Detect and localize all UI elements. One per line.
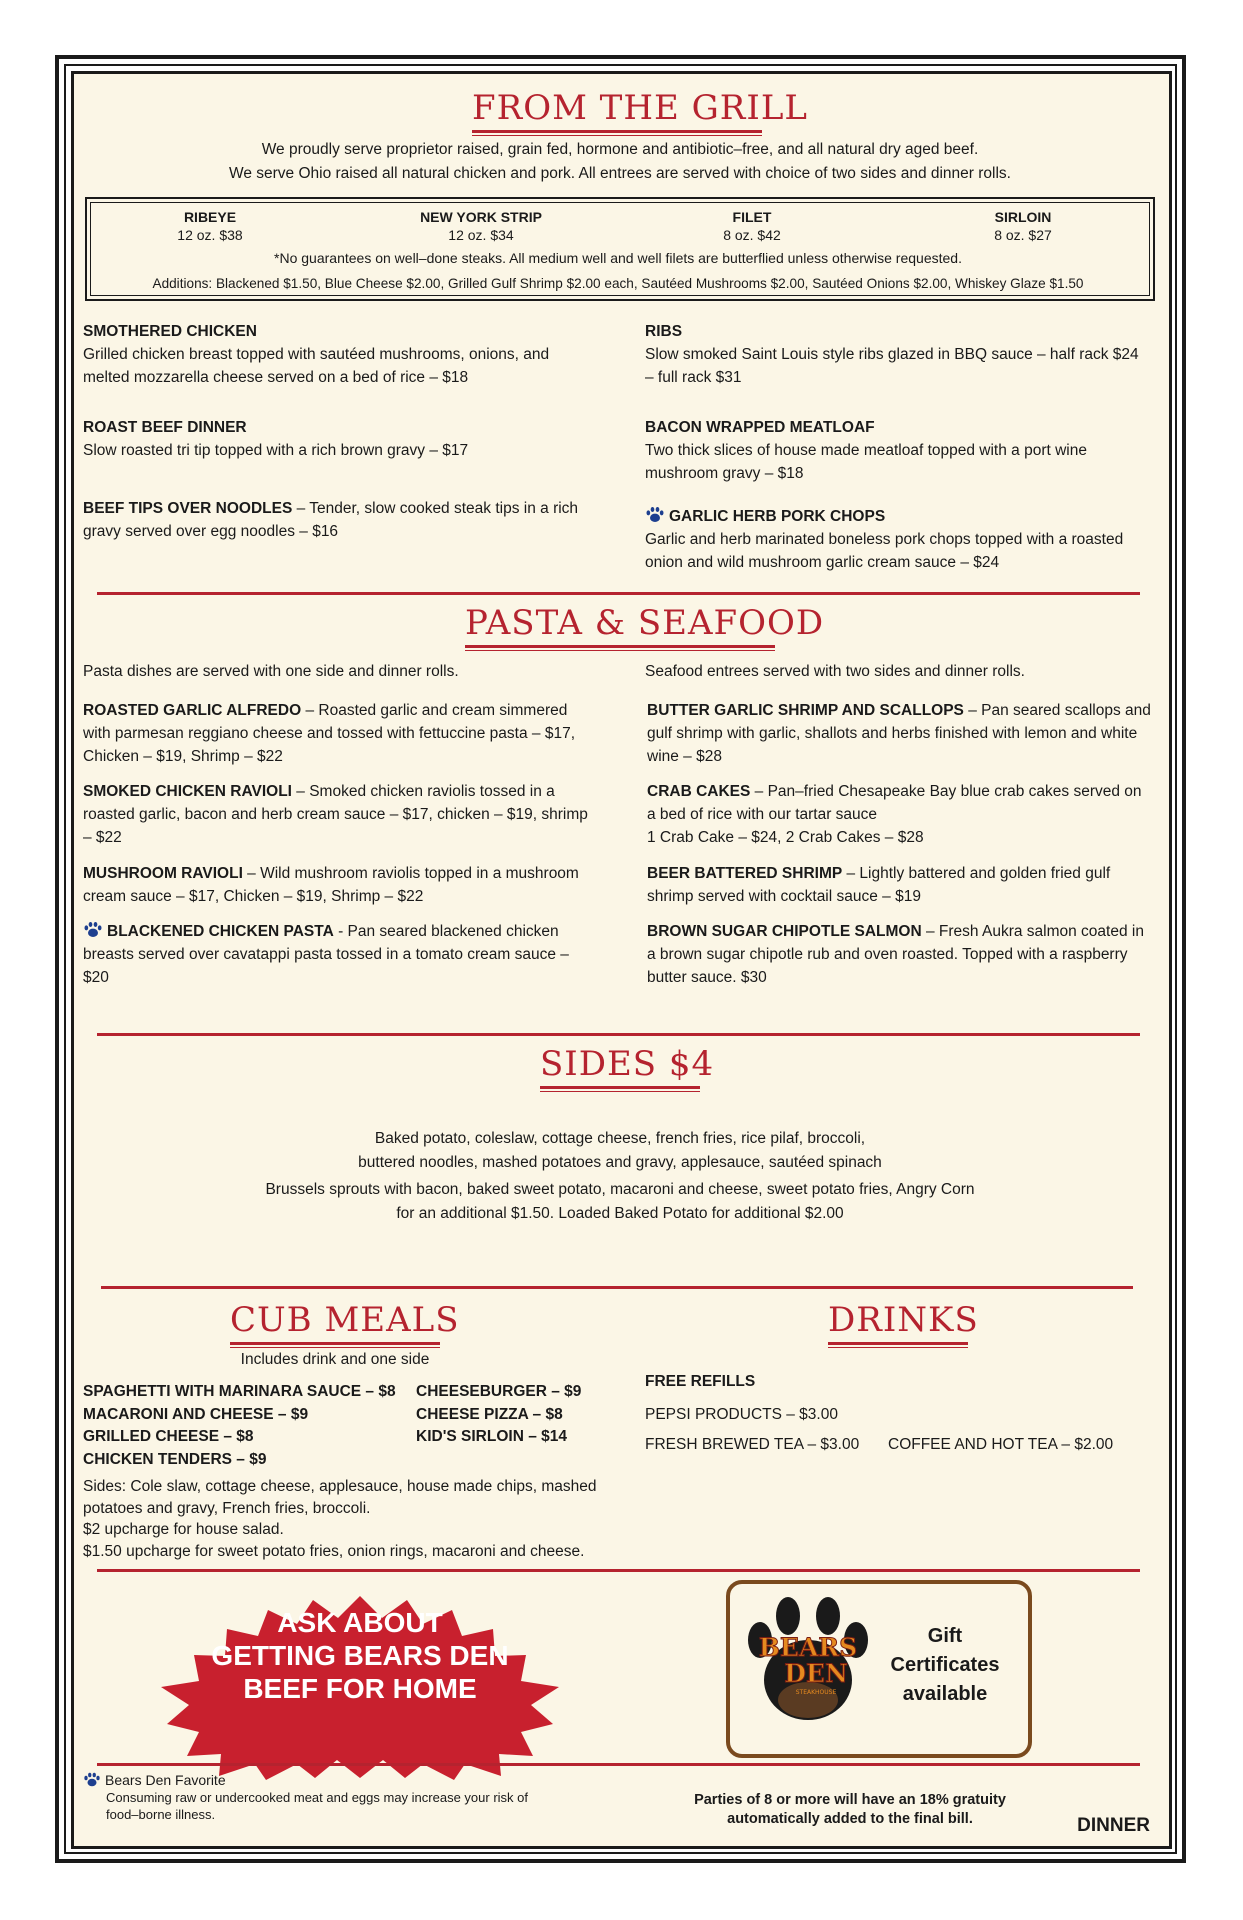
steak-additions: Additions: Blackened $1.50, Blue Cheese $2.00, Grilled Gulf Shrimp $2.00 each, Sautéed Mushrooms $2.00, Sautéed Onions $2.00, Whiskey Glaze $1.50 [152,276,1084,291]
menu-label: DINNER [1077,1815,1150,1836]
promo-text: ASK ABOUT GETTING BEARS DEN BEEF FOR HOME [211,1607,509,1704]
pasta-item: SMOKED CHICKEN RAVIOLI – Smoked chicken raviolis tossed in a roasted garlic, bacon and herb cream sauce – $17, chicken – $19, shrimp – $22 [83,783,588,846]
section-divider [97,1033,1140,1036]
steak-new-york-strip: NEW YORK STRIP 12 oz. $34 [420,209,542,243]
seafood-item: BEER BATTERED SHRIMP – Lightly battered and golden fried gulf shrimp served with cocktail sauce – $19 [647,865,1111,905]
cub-subheading: Includes drink and one side [240,1351,430,1368]
drinks-free-refills: FREE REFILLS [645,1373,756,1390]
grill-item: RIBS Slow smoked Saint Louis style ribs glazed in BBQ sauce – half rack $24 – full rack $31 [645,323,1139,386]
cub-list-left [83,1381,423,1471]
svg-text:DEN: DEN [784,1659,848,1688]
drinks-tea: FRESH BREWED TEA – $3.00 [645,1436,860,1453]
seafood-item: BUTTER GARLIC SHRIMP AND SCALLOPS – Pan seared scallops and gulf shrimp with garlic, shallots and herbs finished with lemon and white wine – $28 [647,702,1151,765]
grill-intro: We proudly serve proprietor raised, grain fed, hormone and antibiotic–free, and all natural dry aged beef. We serve Ohio raised all natural chicken and pork. All entrees are served with choice of two sides and dinner rolls. [228,141,1011,182]
section-divider [97,1569,1140,1572]
section-divider [101,1286,1133,1289]
section-divider [97,592,1140,595]
paw-icon [83,1772,101,1787]
grill-item: BACON WRAPPED MEATLOAF Two thick slices of house made meatloaf topped with a port wine mushroom gravy – $18 [645,419,1087,482]
cub-item: CHEESEBURGER – $9 [416,1383,582,1400]
gift-certificate-text: Gift Certificates available [890,1625,1000,1705]
drinks-pepsi: PEPSI PRODUCTS – $3.00 [645,1406,838,1423]
pasta-item: MUSHROOM RAVIOLI – Wild mushroom raviolis topped in a mushroom cream sauce – $17, Chicken – $19, Shrimp – $22 [83,865,579,905]
drinks-coffee: COFFEE AND HOT TEA – $2.00 [888,1436,1114,1453]
grill-item: ROAST BEEF DINNER Slow roasted tri tip topped with a rich brown gravy – $17 [83,419,469,459]
pasta-intro: Pasta dishes are served with one side and dinner rolls. [83,663,459,680]
cub-list-right [416,1381,616,1449]
sides-heading: SIDES $4 [540,1044,700,1092]
grill-item-favorite: GARLIC HERB PORK CHOPS Garlic and herb marinated boneless pork chops topped with a roasted onion and wild mushroom garlic cream sauce – $24 [645,508,1124,571]
bears-den-logo [740,1588,876,1738]
svg-text:STEAKHOUSE: STEAKHOUSE [795,1689,837,1696]
pasta-heading: PASTA & SEAFOOD [465,603,775,651]
cub-item: GRILLED CHEESE – $8 [83,1428,254,1445]
svg-text:BEARS: BEARS [758,1633,858,1662]
cub-heading: CUB MEALS [230,1300,440,1348]
drinks-heading: DRINKS [828,1300,968,1348]
paw-icon [83,921,103,938]
cub-item: CHICKEN TENDERS – $9 [83,1450,267,1468]
cub-item: SPAGHETTI WITH MARINARA SAUCE – $8 [83,1383,396,1400]
footer-favorite: Bears Den Favorite Consuming raw or undercooked meat and eggs may increase your risk of food–borne illness. [83,1772,603,1823]
grill-item: SMOTHERED CHICKEN Grilled chicken breast topped with sautéed mushrooms, onions, and melted mozzarella cheese served on a bed of rice – $18 [83,323,550,386]
sides-premium: Brussels sprouts with bacon, baked sweet potato, macaroni and cheese, sweet potato fries, Angry Corn for an additional $1.50. Loaded Baked Potato for additional $2.00 [265,1181,975,1222]
steak-filet: FILET 8 oz. $42 [723,209,781,243]
steak-note: *No guarantees on well–done steaks. All medium well and well filets are butterflied unless otherwise requested. [274,250,962,266]
steak-ribeye: RIBEYE 12 oz. $38 [177,209,243,243]
cub-sides: Sides: Cole slaw, cottage cheese, applesauce, house made chips, mashed potatoes and gravy, French fries, broccoli. $2 upcharge for house salad. $1.50 upcharge for sweet potato fries, onion rings, macaroni and cheese. [83,1478,597,1560]
section-divider [97,1763,1140,1766]
paw-icon [645,506,665,523]
seafood-intro: Seafood entrees served with two sides and dinner rolls. [645,663,1025,680]
sides-list: Baked potato, coleslaw, cottage cheese, french fries, rice pilaf, broccoli, buttered noodles, mashed potatoes and gravy, applesauce, sautéed spinach [358,1130,882,1171]
gratuity-note: Parties of 8 or more will have an 18% gratuity automatically added to the final bill. [694,1792,1006,1827]
grill-item: BEEF TIPS OVER NOODLES – Tender, slow cooked steak tips in a rich gravy served over egg noodles – $16 [83,500,579,540]
grill-heading: FROM THE GRILL [472,88,762,136]
seafood-item: BROWN SUGAR CHIPOTLE SALMON – Fresh Aukra salmon coated in a brown sugar chipotle rub and oven roasted. Topped with a raspberry butter sauce. $30 [647,923,1144,986]
cub-item: KID'S SIRLOIN – $14 [416,1428,567,1445]
cub-item: CHEESE PIZZA – $8 [416,1405,563,1423]
pasta-item-favorite: BLACKENED CHICKEN PASTA - Pan seared blackened chicken breasts served over cavatappi pasta tossed in a tomato cream sauce – $20 [83,923,569,986]
seafood-item: CRAB CAKES – Pan–fried Chesapeake Bay blue crab cakes served on a bed of rice with our tartar sauce 1 Crab Cake – $24, 2 Crab Cakes – $28 [647,783,1142,846]
cub-item: MACARONI AND CHEESE – $9 [83,1405,309,1423]
steak-sirloin: SIRLOIN 8 oz. $27 [994,209,1052,243]
pasta-item: ROASTED GARLIC ALFREDO – Roasted garlic and cream simmered with parmesan reggiano cheese and tossed with fettuccine pasta – $17, Chicken – $19, Shrimp – $22 [83,702,576,765]
